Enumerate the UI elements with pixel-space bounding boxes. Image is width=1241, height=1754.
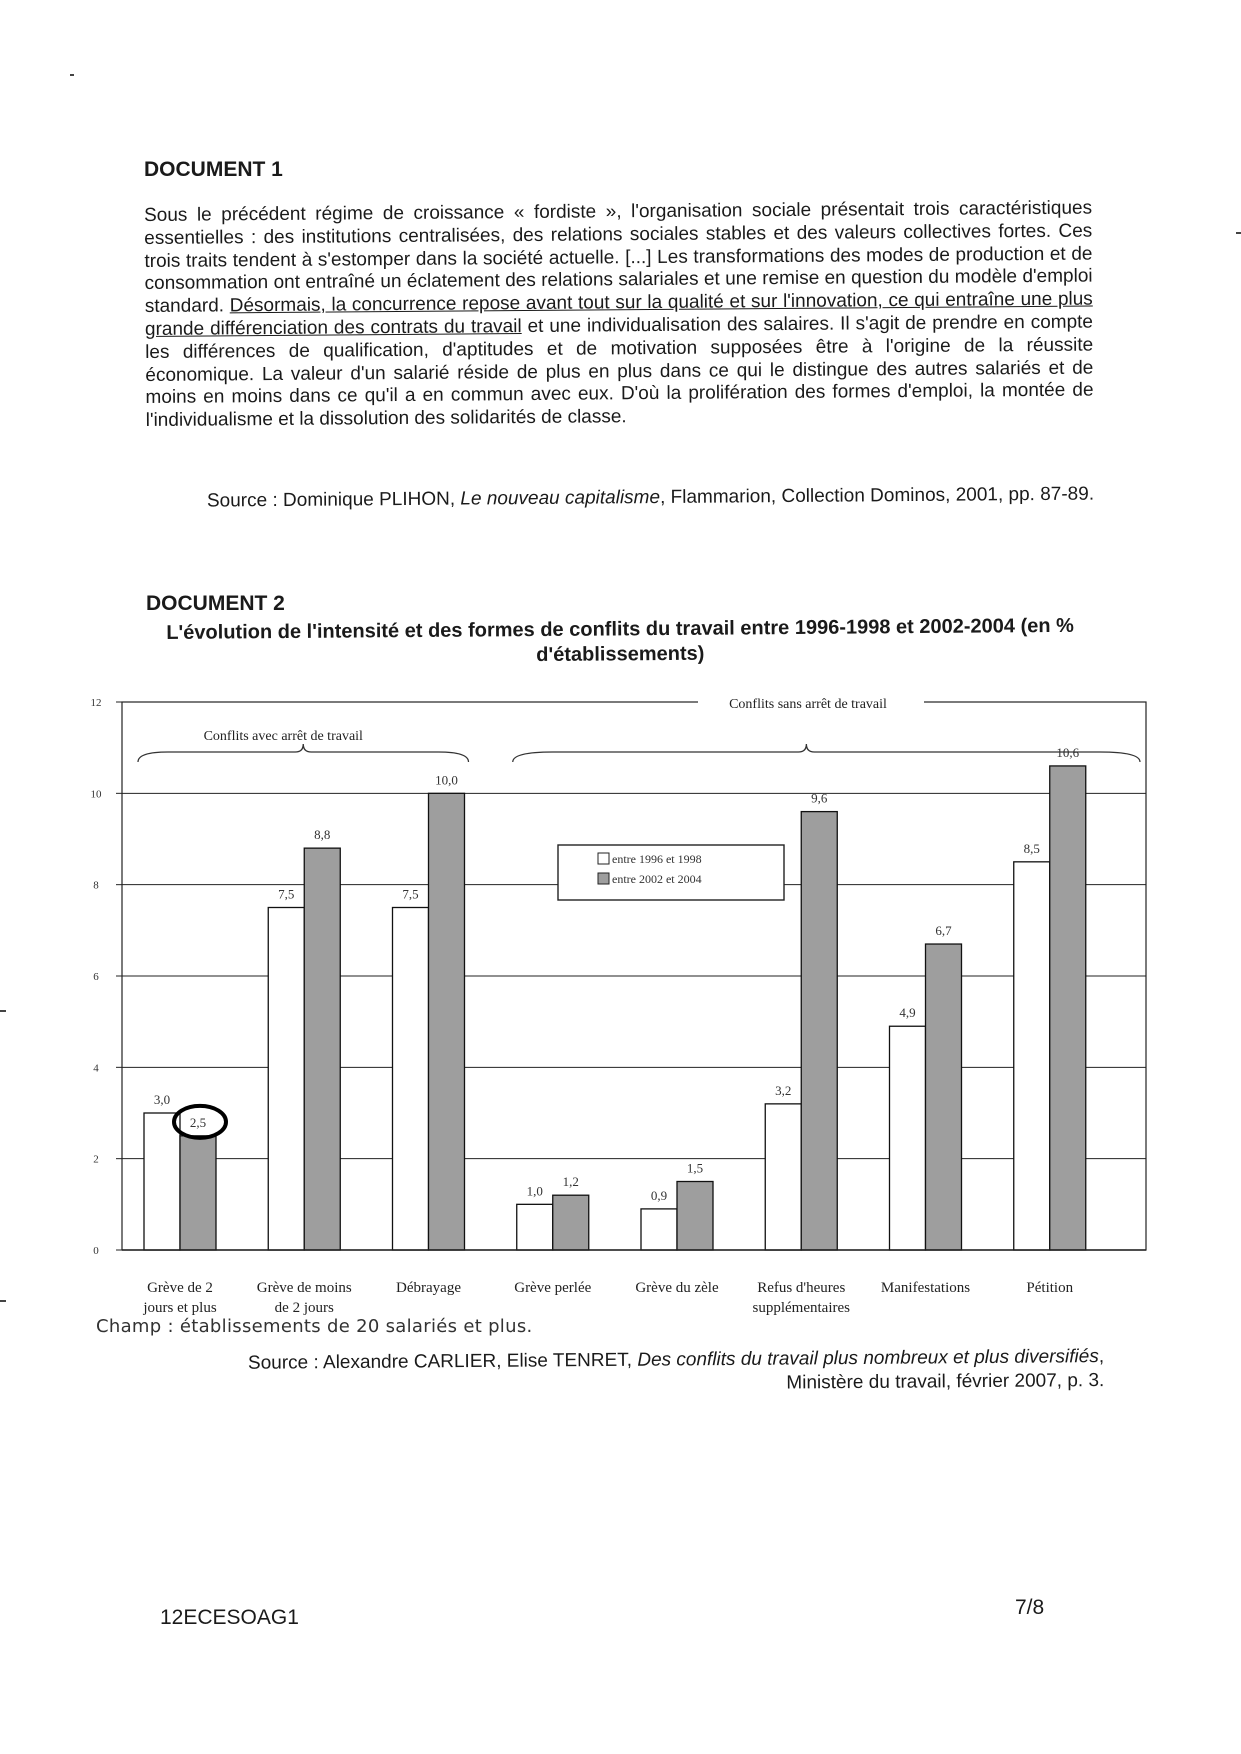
category-label: jours et plus [143, 1300, 217, 1316]
bar-1996-1998 [641, 1209, 677, 1250]
bar-1996-1998 [890, 1026, 926, 1250]
bar-value-label: 8,8 [314, 827, 331, 843]
document-2-source [220, 1345, 1104, 1400]
document-2-heading: DOCUMENT 2 [146, 592, 285, 615]
legend-swatch [598, 873, 609, 884]
group-label-with-stop: Conflits avec arrêt de travail [203, 729, 363, 744]
category-label: Grève du zèle [635, 1280, 719, 1296]
y-tick-label: 12 [90, 697, 102, 709]
category-label: Manifestations [880, 1280, 971, 1296]
bar-value-label: 7,5 [278, 886, 295, 902]
document-1-source-title: Le nouveau capitalisme [460, 486, 661, 510]
y-tick-label: 6 [93, 971, 99, 983]
y-tick-label: 2 [93, 1153, 99, 1166]
document-1-underlined-text: Désormais, la concurrence repose avant tout sur la qualité et sur l'innovation, ce qui entraîne une plus grande différenciation des contrats du travail [144, 288, 1093, 340]
legend-label: entre 2002 et 2004 [612, 872, 702, 886]
bar-value-label: 8,5 [1023, 840, 1040, 856]
y-tick-label: 8 [93, 879, 99, 892]
document-2-source-prefix: Source : Alexandre CARLIER, Elise TENRET, [247, 1349, 633, 1374]
scan-mark-left-mid [0, 1010, 6, 1012]
document-1-source-prefix: Source : Dominique PLIHON, [206, 488, 456, 512]
bar-1996-1998 [517, 1204, 553, 1250]
bar-2002-2004 [553, 1195, 589, 1250]
document-1-source [150, 483, 1094, 514]
legend-label: entre 1996 et 1998 [612, 852, 702, 866]
category-label: Grève de 2 [147, 1280, 213, 1296]
bar-value-label: 0,9 [650, 1187, 668, 1203]
footer-code: 12ECESOAG1 [160, 1606, 299, 1629]
bar-value-label: 4,9 [899, 1005, 916, 1021]
bar-2002-2004 [801, 812, 837, 1250]
document-2-source-title: Des conflits du travail plus nombreux et plus diversifiés [637, 1346, 1099, 1371]
bar-value-label: 3,0 [153, 1092, 171, 1107]
bar-2002-2004 [1050, 766, 1086, 1250]
document-1-text [144, 198, 1094, 433]
bar-value-label: 6,7 [935, 923, 952, 939]
bar-2002-2004 [677, 1182, 713, 1251]
page-number: 7/8 [1015, 1596, 1045, 1619]
category-label: Grève de moins [256, 1280, 352, 1296]
category-label: Refus d'heures [757, 1280, 846, 1296]
group-brace-without-stop [513, 744, 1140, 762]
champ-note: Champ : établissements de 20 salariés et plus. [96, 1316, 533, 1337]
bar-value-label: 10,0 [435, 772, 458, 788]
bar-value-label: 9,6 [811, 790, 828, 806]
group-label-without-stop: Conflits sans arrêt de travail [729, 697, 887, 712]
scan-mark-top [70, 74, 74, 76]
document-1-text-part1: Sous le précédent régime de croissance « fordiste », l'organisation sociale présentait trois caractéristiques essentielles : des institutions centralisées, des relations sociales stables et des valeurs collectives fortes. Ces trois traits tendent à s'estomper dans la société actuelle. [...] Les transformations des modes de production et de consommation ont entraîné un éclatement des relations salariales et une remise en question du modèle d'emploi standard. [144, 197, 1093, 318]
document-2-source-suffix: , Ministère du travail, février 2007, p. 3. [786, 1346, 1105, 1394]
document-1-text-part2: et une individualisation des salaires. Il s'agit de prendre en compte les différences de qualification, d'aptitudes et de motivation supposées être à l'origine de la réussite économique. La valeur d'un salarié réside de plus en plus dans ce qui le distingue des autres salariés et de moins en moins dans ce qu'il a en commun avec eux. D'où la prolifération des formes d'emploi, la montée de l'individualisme et la dissolution des solidarités de classe. [145, 311, 1094, 432]
bar-2002-2004 [180, 1136, 216, 1250]
bar-value-label: 1,0 [526, 1183, 543, 1199]
bar-value-label: 1,2 [562, 1174, 579, 1190]
document-1-source-suffix: , Flammarion, Collection Dominos, 2001, pp. 87-89. [659, 483, 1095, 508]
group-brace-with-stop [138, 744, 469, 762]
bar-2002-2004 [926, 944, 962, 1250]
bar-value-label: 1,5 [686, 1160, 704, 1176]
y-tick-label: 4 [93, 1062, 99, 1075]
y-tick-label: 0 [93, 1245, 99, 1257]
category-label: Grève perlée [514, 1280, 592, 1296]
bar-1996-1998 [1014, 862, 1050, 1250]
bar-chart [86, 690, 1166, 1320]
chart-axes [91, 697, 1147, 1257]
bar-1996-1998 [393, 908, 429, 1251]
category-label: de 2 jours [274, 1300, 334, 1316]
scan-mark-left-low [0, 1300, 6, 1302]
y-tick-label: 10 [90, 788, 102, 801]
chart-bars [144, 766, 1086, 1250]
legend-swatch [598, 853, 609, 864]
category-label: Pétition [1026, 1280, 1074, 1296]
scan-mark-right [1236, 232, 1241, 234]
bar-2002-2004 [429, 793, 465, 1250]
bar-value-label: 3,2 [775, 1082, 792, 1098]
chart-title: L'évolution de l'intensité et des formes de conflits du travail entre 1996-1998 et 2002-2004 (en % d'établissements) [166, 614, 1074, 667]
document-1-heading: DOCUMENT 1 [144, 158, 283, 181]
bar-1996-1998 [765, 1104, 801, 1250]
category-label: supplémentaires [752, 1300, 850, 1316]
bar-1996-1998 [144, 1113, 180, 1250]
bar-value-label: 2,5 [189, 1114, 207, 1130]
bar-1996-1998 [268, 908, 304, 1251]
bar-value-label: 7,5 [402, 886, 419, 902]
category-label: Débrayage [396, 1280, 461, 1296]
bar-value-label: 10,6 [1056, 744, 1080, 760]
bar-2002-2004 [304, 848, 340, 1250]
